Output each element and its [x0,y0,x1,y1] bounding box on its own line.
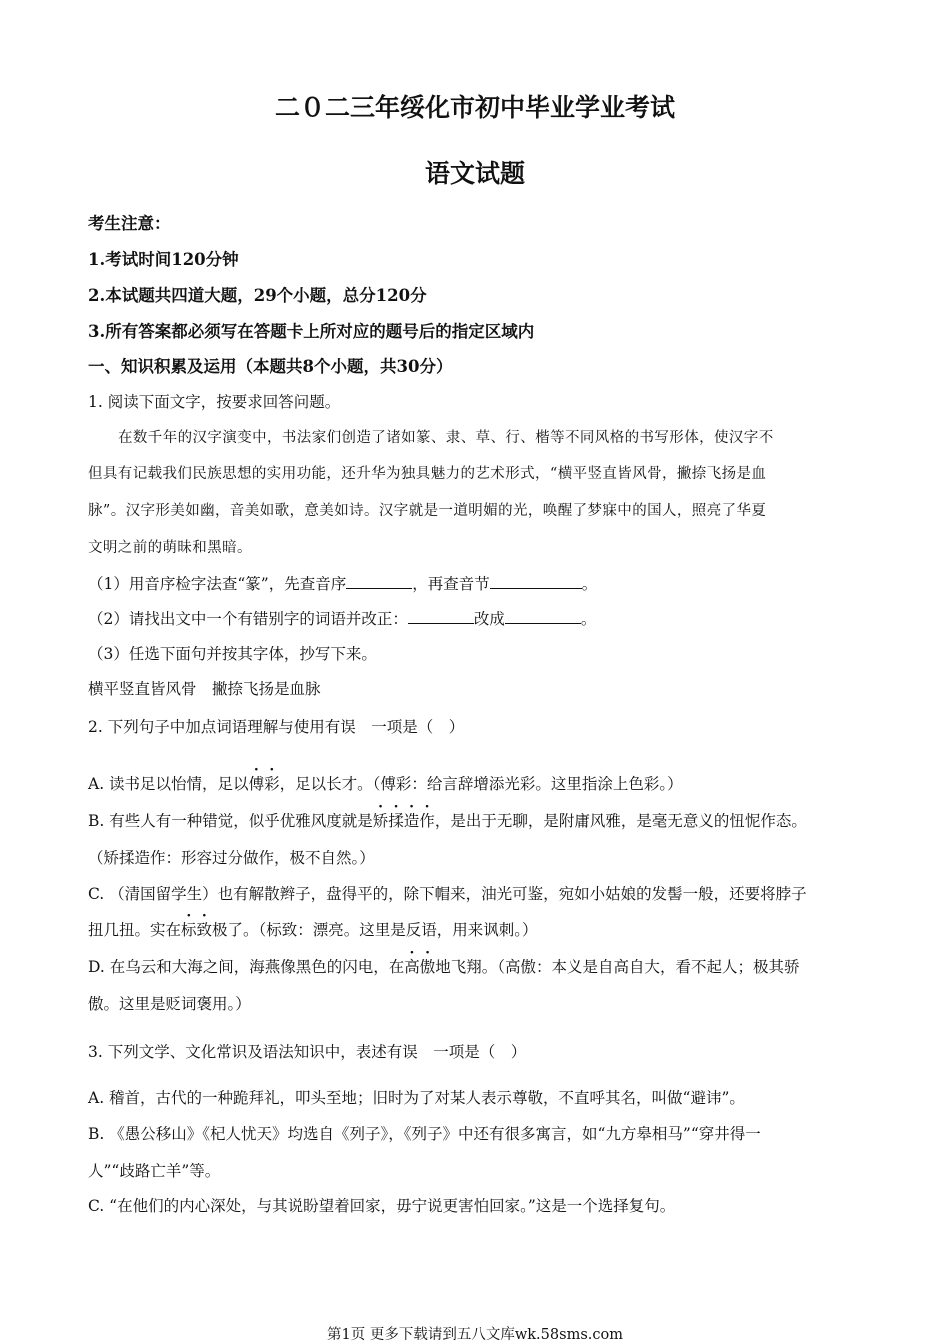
question-1-stem: 1. 阅读下面文字，按要求回答问题。 [88,393,341,411]
question-1-sub1: （1）用音序检字法查“篆”，先查音序 ，再查音节 。 [88,575,598,593]
option-d: D. 在乌云和大海之间，海燕像黑色的闪电，在高傲地飞翔。（高傲：本义是自高自大，看不起人；极其骄 [88,958,800,976]
page-footer: 第1页 更多下载请到五八文库wk.58sms.com [327,1327,623,1343]
option-c-line2: 扭几扭。实在标致极了。（标致：漂亮。这里是反语，用来讽刺。） [88,921,538,939]
answer-blank[interactable] [490,573,582,589]
notice-heading: 考生注意： [88,214,171,233]
option-c: C. （清国留学生）也有解散辫子，盘得平的，除下帽来，油光可鉴，宛如小姑娘的发髻一般，还要将脖子 [88,885,807,903]
section-heading: 一、知识积累及运用（本题共8个小题，共30分） [88,357,453,376]
option-b: B. 有些人有一种错觉，似乎优雅风度就是矫揉造作，是出于无聊，是附庸风雅，是毫无意义的忸怩作态。 [88,812,807,830]
question-2-stem: 2. 下列句子中加点词语理解与使用有误 一项是（ ） [88,718,465,736]
option-a: A. 稽首，古代的一种跪拜礼，叩头至地；旧时为了对某人表示尊敬，不直呼其名，叫做“避讳”。 [88,1089,745,1107]
passage-line: 但具有记载我们民族思想的实用功能，还升华为独具魅力的艺术形式，“横平竖直皆风骨，撇捺飞扬是血 [88,466,767,482]
passage-line: 脉”。汉字形美如幽，音美如歌，意美如诗。汉字就是一道明媚的光，唤醒了梦寐中的国人，照亮了华夏 [88,503,767,519]
answer-blank[interactable] [346,573,412,589]
copy-sentence: 横平竖直皆风骨 撇捺飞扬是血脉 [88,680,321,698]
question-1-sub2: （2）请找出文中一个有错别字的词语并改正： 改成 。 [88,610,597,628]
option-b-line2: 人”“歧路亡羊”等。 [88,1162,221,1180]
answer-blank[interactable] [505,608,581,624]
question-1-sub3: （3）任选下面句并按其字体，抄写下来。 [88,645,377,663]
option-a: A. 读书足以怡情，足以傅彩，足以长才。（傅彩：给言辞增添光彩。这里指涂上色彩。） [88,775,683,793]
notice-item: 2.本试题共四道大题，29个小题，总分120分 [88,286,427,305]
exam-subtitle: 语文试题 [424,159,525,188]
option-b: B. 《愚公移山》《杞人忧天》均选自《列子》，《列子》中还有很多寓言，如“九方皋相马”“穿井得一 [88,1125,761,1143]
notice-item: 1.考试时间120分钟 [88,250,239,269]
question-3-stem: 3. 下列文学、文化常识及语法知识中，表述有误 一项是（ ） [88,1043,527,1061]
exam-title: 二０二三年绥化市初中毕业学业考试 [274,93,675,122]
option-d-line2: 傲。这里是贬词褒用。） [88,995,251,1013]
passage-line: 在数千年的汉字演变中，书法家们创造了诸如篆、隶、草、行、楷等不同风格的书写形体，使汉字不 [118,430,774,446]
notice-item: 3.所有答案都必须写在答题卡上所对应的题号后的指定区域内 [88,322,535,341]
answer-blank[interactable] [408,608,474,624]
option-c: C. “在他们的内心深处，与其说盼望着回家，毋宁说更害怕回家。”这是一个选择复句。 [88,1197,676,1215]
option-b-line2: （矫揉造作：形容过分做作，极不自然。） [88,849,375,867]
passage-line: 文明之前的萌昧和黑暗。 [88,540,252,556]
